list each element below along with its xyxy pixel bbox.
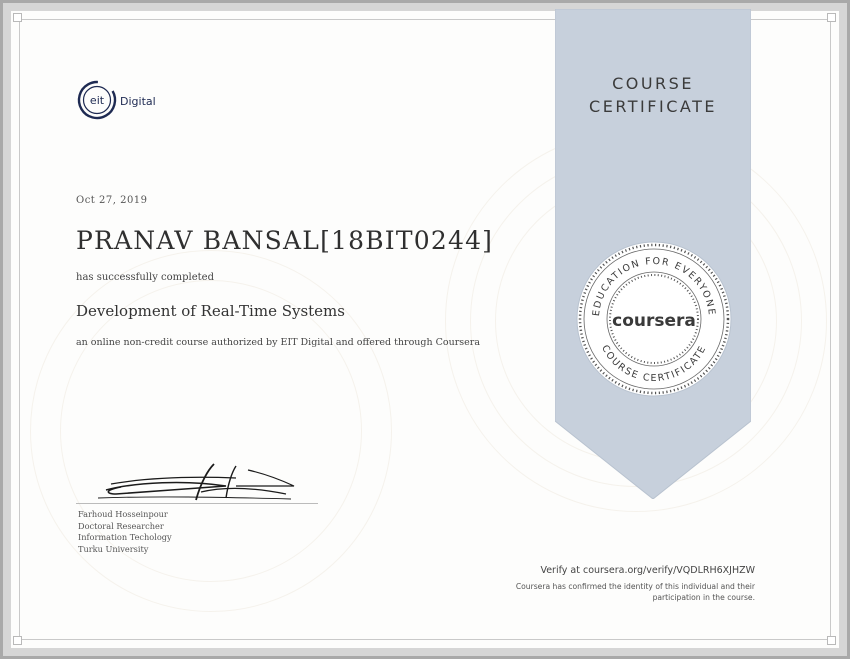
- signature-line: [76, 503, 318, 504]
- logo-mark-text: eit: [89, 94, 105, 107]
- identity-confirmation: [455, 582, 755, 603]
- signer-title: Doctoral Researcher: [78, 520, 164, 531]
- completed-text: has successfully completed: [76, 272, 214, 283]
- corner-ornament-bottom-left: [13, 636, 22, 645]
- eit-circle-icon: [76, 77, 122, 123]
- seal-top-text: EDUCATION FOR EVERYONE: [590, 255, 718, 317]
- seal-center-logo: coursera: [612, 311, 696, 331]
- course-title: Development of Real-Time Systems: [76, 302, 345, 320]
- verify-link[interactable]: Verify at coursera.org/verify/VQDLRH6XJHZW: [540, 565, 755, 576]
- eit-digital-logo: [76, 77, 196, 123]
- seal-bottom-text: COURSE CERTIFICATE: [599, 343, 709, 385]
- signature-image: [76, 452, 316, 504]
- certificate-date: Oct 27, 2019: [76, 195, 148, 206]
- banner-title-line1: COURSE: [612, 74, 694, 93]
- corner-ornament-bottom-right: [827, 636, 836, 645]
- course-description: an online non-credit course authorized by EIT Digital and offered through Coursera: [76, 337, 480, 348]
- signer-department: Information Techology: [78, 532, 172, 542]
- recipient-name: PRANAV BANSAL[18BIT0244]: [76, 226, 494, 255]
- logo-brand-text: Digital: [120, 95, 156, 108]
- corner-ornament-top-left: [13, 13, 22, 22]
- signer-university: Turku University: [78, 543, 149, 554]
- signer-block: [78, 509, 172, 555]
- identity-confirmation-line2: participation in the course.: [652, 592, 755, 602]
- corner-ornament-top-right: [827, 13, 836, 22]
- signer-name: Farhoud Hosseinpour: [78, 509, 168, 519]
- coursera-seal: [575, 240, 733, 398]
- identity-confirmation-line1: Coursera has confirmed the identity of this individual and their: [515, 582, 755, 591]
- banner-title-line2: CERTIFICATE: [589, 97, 717, 116]
